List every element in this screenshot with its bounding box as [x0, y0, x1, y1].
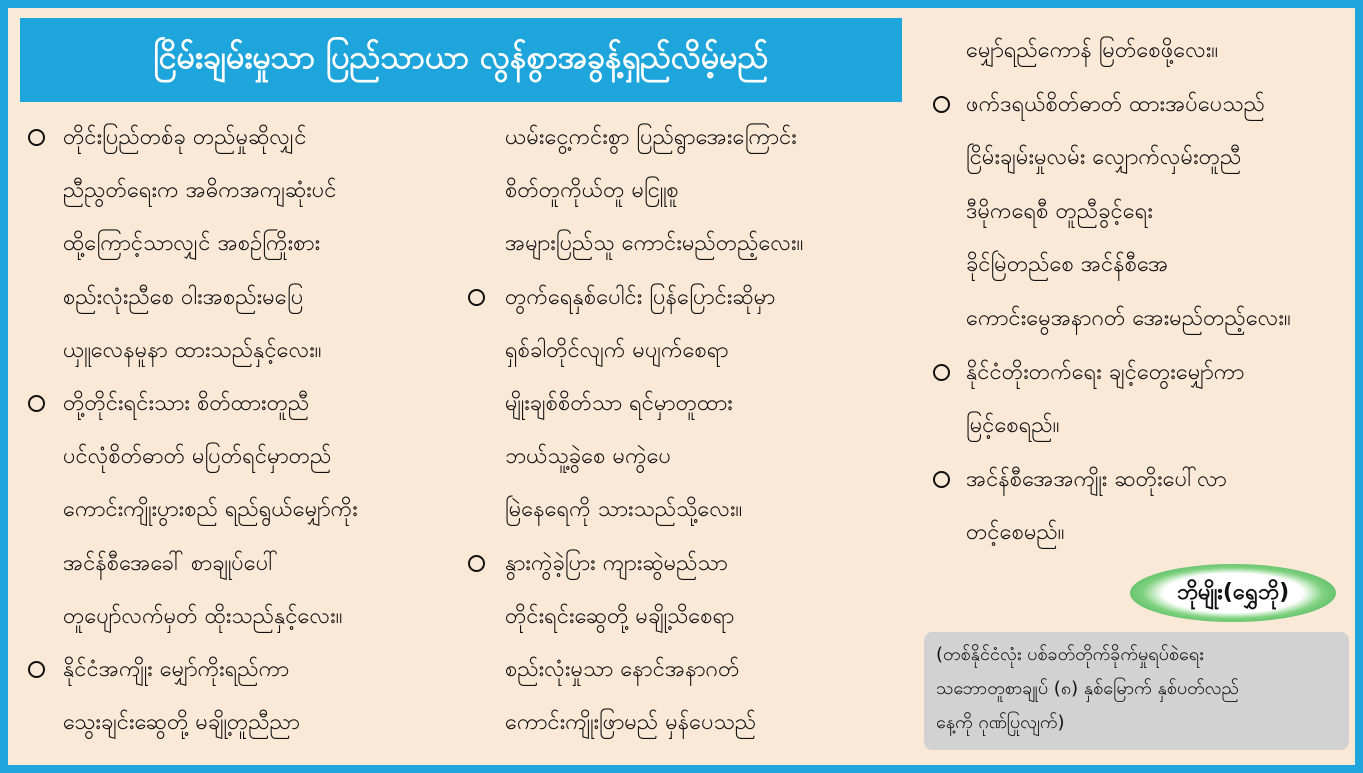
poem-line: အများပြည်သူ ကောင်းမည်တည့်လေး။	[505, 231, 804, 257]
poem-line: ထို့ကြောင့်သာလျှင် အစဉ်ကြိုးစား	[63, 231, 321, 257]
author-name: ဘိုမျိုး(ရွှေဘို)	[1176, 579, 1290, 605]
poem-line: ကောင်းမွေအနာဂတ် အေးမည်တည့်လေး။	[966, 306, 1291, 331]
poem-line: နိုင်ငံအကျိုး မျှော်ကိုးရည်ကာ	[63, 657, 290, 682]
poem-line: မြင့်စေရည်။	[966, 413, 1060, 439]
note-line: (တစ်နိုင်ငံလုံး ပစ်ခတ်တိုက်ခိုက်မှုရပ်စဲရေး	[936, 644, 1204, 665]
poem-line: တွက်ရေနှစ်ပေါင်း ပြန်ပြောင်းဆိုမှာ	[505, 284, 776, 310]
poem-line: ညီညွတ်ရေးက အဓိကအကျဆုံးပင်	[63, 178, 337, 204]
note-line: သဘောတူစာချုပ် (၈) နှစ်မြောက် နှစ်ပတ်လည်	[936, 678, 1239, 699]
poem-card	[8, 8, 1355, 765]
bullet-circle-icon	[28, 395, 45, 412]
poem-line: ရှစ်ခါတိုင်လျက် မပျက်စေရာ	[505, 337, 729, 363]
poem-line: တို့တိုင်းရင်းသား စိတ်ထားတူညီ	[63, 391, 310, 416]
bullet-circle-icon	[933, 96, 950, 113]
poem-line: ဖက်ဒရယ်စိတ်ဓာတ် ထားအပ်ပေသည်	[966, 91, 1265, 117]
poem-line: ယှူလေနမူနာ ထားသည်နှင့်လေး။	[63, 337, 322, 363]
poem-line: နိုင်ငံတိုးတက်ရေး ချင့်တွေးမျှော်ကာ	[966, 359, 1245, 385]
poem-line: တင့်စေမည်။	[966, 520, 1065, 546]
poem-line: သွေးချင်းဆွေတို့ မချို့တူညီညာ	[63, 710, 300, 736]
poem-line: ကောင်းကျိုးပွားစည် ရည်ရွယ်မျှော်ကိုး	[63, 497, 358, 523]
poem-title: ငြိမ်းချမ်းမှုသာ ပြည်သာယာ လွန်စွာအခွန့်ရှည်လိမ့်မည်	[153, 38, 769, 76]
poem-line: အင်န်စီအေအကျိုး ဆတိုးပေါ်လာ	[966, 466, 1227, 492]
poem-line: စိတ်တူကိုယ်တူ မငြူစူ	[505, 178, 679, 204]
poem-line: စည်းလုံးမှုသာ နောင်အနာဂတ်	[505, 657, 740, 682]
bullet-circle-icon	[28, 129, 45, 146]
poem-line: ဒီမိုကရေစီ တူညီခွင့်ရေး	[966, 198, 1153, 224]
title-banner	[20, 18, 902, 102]
bullet-circle-icon	[468, 555, 485, 572]
poem-line: တူပျော်လက်မှတ် ထိုးသည်နှင့်လေး။	[63, 603, 343, 629]
poem-line: မျှော်ရည်ကောန် မြတ်စေဖို့လေး။	[966, 38, 1219, 63]
poem-line: ကောင်းကျိုးဖြာမည် မှန်ပေသည်	[505, 710, 757, 736]
bullet-circle-icon	[28, 661, 45, 678]
poem-line: ငြိမ်းချမ်းမှုလမ်း လျှောက်လှမ်းတူညီ	[966, 145, 1242, 171]
bullet-circle-icon	[933, 364, 950, 381]
author-badge	[1130, 564, 1336, 622]
bullet-circle-icon	[933, 471, 950, 488]
bullet-circle-icon	[468, 289, 485, 306]
poem-line: အင်န်စီအေခေါ် စာချုပ်ပေါ်	[63, 550, 279, 576]
poem-line: ဘယ်သူ့ခွဲစေ မကွဲပေ	[505, 444, 672, 470]
poem-line: စည်းလုံးညီစေ ဝါးအစည်းမပြေ	[63, 284, 304, 310]
poem-line: တိုင်းပြည်တစ်ခု တည်မှုဆိုလျှင်	[63, 125, 307, 150]
poem-line: ခိုင်မြဲတည်စေ အင်န်စီအေ	[966, 252, 1169, 278]
dedication-note	[924, 632, 1349, 750]
poem-line: မျိုးချစ်စိတ်သာ ရင်မှာတူထား	[505, 391, 733, 416]
poem-line: ပင်လုံစိတ်ဓာတ် မပြတ်ရင်မှာတည်	[63, 444, 332, 470]
poem-line: တိုင်းရင်းဆွေတို့ မချို့သိစေရာ	[505, 603, 735, 629]
poem-line: နွားကွဲခဲ့ပြား ကျားဆွဲမည်သာ	[505, 550, 728, 576]
note-line: နေ့ကို ဂုဏ်ပြုလျက်)	[936, 712, 1065, 733]
poem-line: ယမ်းငွေ့ကင်းစွာ ပြည်ရွာအေးကြောင်း	[505, 125, 797, 150]
poem-line: မြဲနေရေကို သားသည်သို့လေး။	[505, 497, 743, 523]
